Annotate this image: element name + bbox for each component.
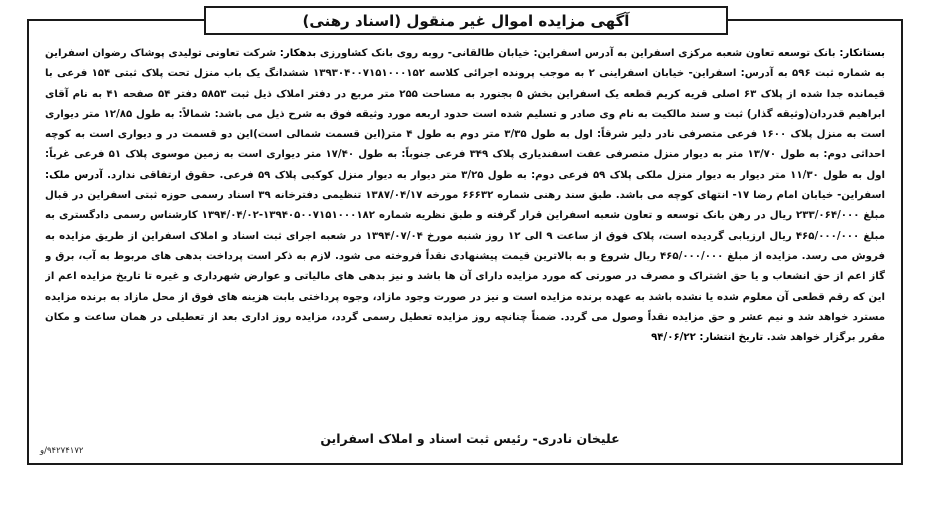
signature: علیخان نادری- رئیس ثبت اسناد و املاک اسفراین xyxy=(320,431,620,446)
address-label: آدرس ملک: xyxy=(45,169,103,181)
debtor-text: شرکت تعاونی تولیدی پوشاک رضوان اسفراین به شماره ثبت ۵۹۶ به آدرس: اسفراین- خیابان اسفراینی ۲ به موجب پرونده اجرائی کلاسه ۱۳۹۳۰۴۰۰۷۱۵۱۰۰۰۱۵۲ ششدانگ یک باب منزل تحت پلاک ثبتی ۱۵۴ فرعی با قیمانده جدا شده از پلاک ۶۳ اصلی قریه کریم قطعه یک اسفراین بخش ۵ بجنورد به مساحت ۲۵۵ متر مربع در دفتر املاک ذیل ثبت ۵۸۵۳ دفتر ۵۴ صفحه ۴۱ به نام آقای ابراهیم قدردان(وثیقه گذار) ثبت و سند مالکیت به نام وی صادر و تسلیم شده است حدود اربعه مورد وثیقه فوق به شرح ذیل می باشد: شمالاً: به طول ۱۲/۸۵ متر دیواری است به منزل پلاک ۱۶۰۰ فرعی متصرفی نادر دلیر شرقاً: اول به طول ۳/۳۵ متر دوم به طول ۴ متر(این قسمت شمالی است)این دو قسمت در و دیواری است به کوچه احداثی دوم: به طول ۱۳/۷۰ متر به دیوار منزل متصرفی عفت اسفندیاری پلاک ۳۴۹ فرعی جنوباً: به طول ۱۷/۴۰ متر دیواری است به زمین موسوی پلاک ۵۱ فرعی غرباً: اول به طول ۱۱/۳۰ متر دیوار به دیوار منزل ملکی پلاک ۵۹ فرعی دوم: به طول ۳/۲۵ متر دیوار به دیوار منزل کوکبی پلاک ۵۹ فرعی. حقوق ارتفاقی ندارد. xyxy=(45,48,885,181)
creditor-label: بستانکار: xyxy=(839,48,885,59)
debtor-label: بدهکار: xyxy=(279,48,317,59)
notice-code: ۹۴۲۷۴۱۷۲/و xyxy=(40,446,84,456)
address-text: اسفراین- خیابان امام رضا ۱۷- انتهای کوچه می باشد. طبق سند رهنی شماره ۶۶۶۳۲ مورخه ۱۳۸۷/۰۴/۱۷ تنظیمی دفترخانه ۳۹ اسناد رسمی حوزه ثبتی اسفراین در قبال مبلغ ۲۳۳/۰۶۴/۰۰۰ ریال در رهن بانک توسعه و تعاون شعبه اسفراین قرار گرفته و طبق نظریه شماره ۱۳۹۴۰۵۰۰۷۱۵۱۰۰۰۱۸۲-۱۳۹۴/۰۴/۰۲ کارشناس رسمی دادگستری به مبلغ ۴۶۵/۰۰۰/۰۰۰ ریال ارزیابی گردیده است، پلاک فوق از ساعت ۹ الی ۱۲ روز شنبه مورخ ۱۳۹۴/۰۷/۰۴ در شعبه اجرای ثبت اسناد و املاک اسفراین از طریق مزایده به فروش می رسد. مزایده از مبلغ ۴۶۵/۰۰۰/۰۰۰ ریال شروع و به بالاترین قیمت پیشنهادی نقداً فروخته می شود. لازم به ذکر است پرداخت بدهی های مربوط به آب، برق و گاز اعم از حق انشعاب و یا حق اشتراک و مصرف در صورتی که مورد مزایده دارای آن ها باشد و نیز بدهی های مالیاتی و عوارض شهرداری و غیره تا تاریخ مزایده اعم از این که رقم قطعی آن معلوم شده یا نشده باشد به عهده برنده مزایده است و نیز در صورت وجود مازاد، وجوه پرداختی بابت هزینه های فوق از محل مازاد به برنده مزایده مسترد خواهد شد و نیم عشر و حق مزایده نقداً وصول می گردد. ضمناً چنانچه روز مزایده تعطیل رسمی گردد، مزایده روز اداری بعد از تعطیلی در همان ساعت و مکان مقرر برگزار خواهد شد. xyxy=(45,190,885,344)
publish-label: تاریخ انتشار: xyxy=(699,332,764,344)
notice-body xyxy=(45,44,885,424)
notice-title-box xyxy=(204,6,728,35)
notice-title: آگهی مزایده اموال غیر منقول (اسناد رهنی) xyxy=(302,11,630,30)
creditor-text: بانک توسعه تعاون شعبه مرکزی اسفراین به آدرس اسفراین: خیابان طالقانی- روبه روی بانک کشاورزی xyxy=(316,48,840,59)
publish-date: ۹۴/۰۶/۲۲ xyxy=(651,332,700,344)
